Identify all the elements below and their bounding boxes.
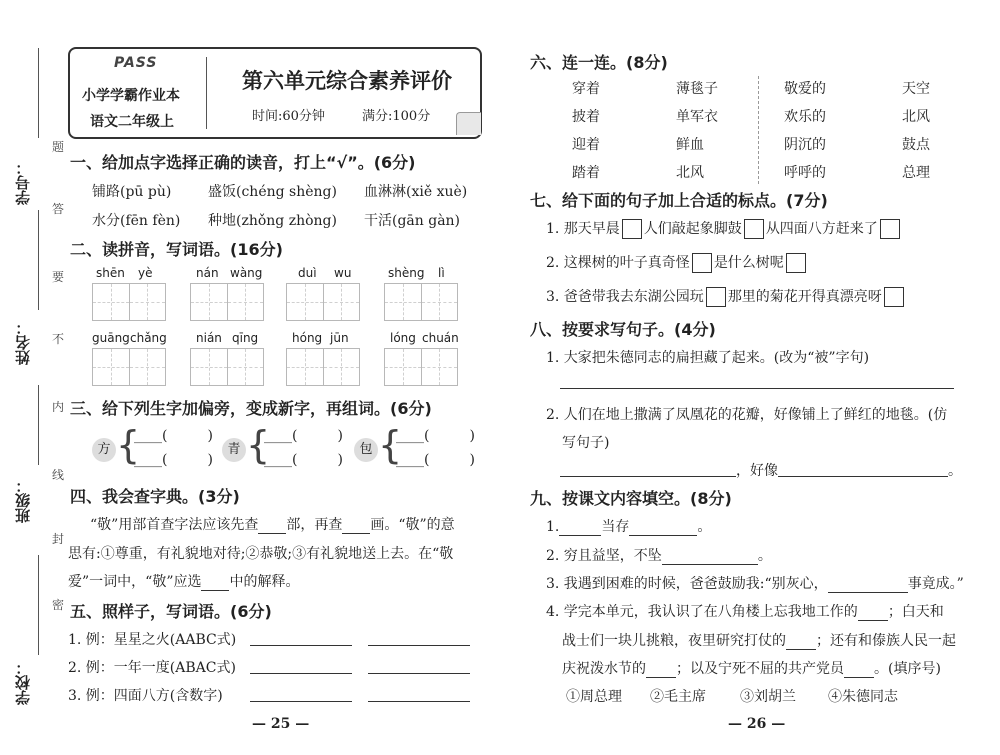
page-title: 第六单元综合素养评价 (242, 68, 452, 93)
punctuation-box[interactable] (706, 287, 726, 307)
punctuation-box[interactable] (744, 219, 764, 239)
binding-char: 答 (52, 202, 65, 216)
writing-grid[interactable] (286, 348, 360, 386)
time-limit: 时间:60分钟 (252, 109, 325, 124)
match-item[interactable]: 敬爱的 (784, 81, 826, 97)
pinyin: lì (438, 266, 445, 280)
pinyin: guāng (92, 331, 130, 345)
punctuation-sentence (546, 286, 906, 307)
section-7-title: 七、给下面的句子加上合适的标点。(7分) (530, 191, 828, 210)
text: 中的解释。 (229, 574, 300, 590)
binding-char: 线 (52, 468, 65, 482)
text: 事竟成。” (907, 576, 964, 592)
fill-question (546, 545, 772, 565)
punctuation-box[interactable] (786, 253, 806, 273)
reading-item: 干活(gān gàn) (364, 213, 461, 229)
fill-question (546, 601, 944, 621)
dictionary-line-3 (68, 571, 299, 591)
fill-question (546, 516, 711, 536)
reading-item: 水分(fēn fèn) (92, 213, 181, 229)
blank[interactable] (258, 533, 286, 534)
text: 人们敲起象脚鼓 (643, 221, 742, 237)
match-item[interactable]: 总理 (902, 165, 930, 181)
pinyin: shèng (388, 266, 425, 280)
punctuation-sentence (546, 252, 808, 273)
punctuation-box[interactable] (880, 219, 900, 239)
blank[interactable] (786, 649, 816, 650)
answer-line[interactable] (250, 701, 352, 702)
brace-icon: { (246, 423, 271, 467)
grade-label: 语文二年级上 (90, 114, 174, 130)
text: 画。“敬”的意 (370, 517, 455, 533)
binding-char: 题 (52, 140, 65, 154)
page-curl (456, 112, 481, 135)
binding-line (38, 210, 39, 310)
binding-char: 密 (52, 598, 65, 612)
fill-question-cont (562, 658, 941, 678)
blank[interactable] (646, 677, 676, 678)
writing-grid[interactable] (92, 283, 166, 321)
section-8-title: 八、按要求写句子。(4分) (530, 320, 716, 339)
rewrite-question: 2. 人们在地上撒满了凤凰花的花瓣，好像铺上了鲜红的地毯。(仿 (546, 407, 948, 423)
rewrite-question: 1. 大家把朱德同志的扁担藏了起来。(改为“被”字句) (546, 350, 870, 366)
pinyin: jūn (330, 331, 349, 345)
match-item[interactable]: 披着 (572, 109, 600, 125)
answer-line[interactable] (560, 388, 954, 389)
brand-logo: PASS (114, 55, 158, 71)
class-label: 班级： (14, 478, 32, 523)
punctuation-sentence (546, 218, 902, 239)
option: ④朱德同志 (828, 689, 898, 705)
dictionary-line-1 (90, 514, 455, 534)
match-item[interactable]: 穿着 (572, 81, 600, 97)
section-1-title: 一、给加点字选择正确的读音，打上“√”。(6分) (70, 153, 416, 172)
answer-line[interactable] (560, 476, 736, 477)
match-item[interactable]: 天空 (902, 81, 930, 97)
section-4-title: 四、我会查字典。(3分) (70, 487, 240, 506)
writing-grid[interactable] (190, 283, 264, 321)
blank[interactable] (828, 592, 908, 593)
match-item[interactable]: 阴沉的 (784, 137, 826, 153)
school-label: 学校： (14, 660, 32, 705)
blank[interactable] (662, 564, 758, 565)
text: 3. 爸爸带我去东湖公园玩 (546, 289, 704, 305)
binding-line (38, 385, 39, 465)
match-item[interactable]: 北风 (676, 165, 704, 181)
text: 2. 穷且益坚，不坠 (546, 548, 662, 564)
pattern-item: 3. 例：四面八方(含数字) (68, 688, 223, 704)
pattern-item: 1. 例：星星之火(AABC式) (68, 632, 237, 648)
header-box (68, 47, 482, 139)
blank[interactable] (858, 620, 888, 621)
divider (758, 76, 760, 184)
base-char: 青 (222, 438, 246, 462)
option: ③刘胡兰 (740, 689, 796, 705)
text: ，好像 (736, 463, 778, 479)
text: 庆祝泼水节的 (562, 661, 646, 677)
text: 。 (948, 463, 962, 479)
match-item[interactable]: 鼓点 (902, 137, 930, 153)
text: 。 (697, 519, 712, 535)
header-divider (206, 57, 207, 129)
pinyin: wu (334, 266, 352, 280)
page-number-left: — 25 — (252, 716, 310, 732)
name-label: 姓名： (14, 320, 32, 365)
text: “敬”用部首查字法应该先查 (90, 517, 259, 533)
reading-item: 种地(zhǒng zhòng) (208, 213, 337, 229)
binding-line (38, 555, 39, 655)
writing-grid[interactable] (286, 283, 360, 321)
match-item[interactable]: 踏着 (572, 165, 600, 181)
brace-icon: { (116, 423, 141, 467)
punctuation-box[interactable] (884, 287, 904, 307)
answer-line[interactable] (368, 645, 470, 646)
text: ；还有和傣族人民一起 (816, 633, 956, 649)
binding-char: 内 (52, 400, 65, 414)
blank[interactable]: ____( ) (396, 452, 475, 468)
match-item[interactable]: 呼呼的 (784, 165, 826, 181)
section-3-title: 三、给下列生字加偏旁，变成新字，再组词。(6分) (70, 399, 432, 418)
match-item[interactable]: 单军衣 (676, 109, 718, 125)
answer-line[interactable] (250, 645, 352, 646)
option: ①周总理 (566, 689, 622, 705)
pinyin: wàng (230, 266, 263, 280)
binding-line (38, 48, 39, 138)
binding-char: 要 (52, 270, 65, 284)
answer-line[interactable] (250, 673, 352, 674)
dictionary-line-2: 思有:①尊重，有礼貌地对待;②恭敬;③有礼貌地送上去。在“敬 (68, 546, 454, 562)
text: 是什么树呢 (713, 255, 784, 271)
pinyin: yè (138, 266, 153, 280)
pinyin: qīng (232, 331, 259, 345)
section-6-title: 六、连一连。(8分) (530, 53, 668, 72)
reading-item: 盛饭(chéng shèng) (208, 184, 337, 200)
match-item[interactable]: 薄毯子 (676, 81, 718, 97)
pinyin: chǎng (130, 331, 167, 345)
text: 4. 学完本单元，我认识了在八角楼上忘我地工作的 (546, 604, 858, 620)
full-score: 满分:100分 (362, 109, 431, 124)
base-char: 方 (92, 438, 116, 462)
rewrite-question-cont: 写句子) (562, 435, 610, 451)
base-char: 包 (354, 438, 378, 462)
blank[interactable]: ____( ) (134, 452, 213, 468)
text: ；白天和 (887, 604, 944, 620)
match-item[interactable]: 欢乐的 (784, 109, 826, 125)
pattern-item: 2. 例：一年一度(ABAC式) (68, 660, 236, 676)
pinyin: duì (298, 266, 317, 280)
blank[interactable]: ____( ) (134, 428, 213, 444)
text: 当存 (601, 519, 630, 535)
answer-line[interactable] (368, 701, 470, 702)
punctuation-box[interactable] (692, 253, 712, 273)
pinyin: nán (196, 266, 219, 280)
text: ；以及宁死不屈的共产党员 (676, 661, 844, 677)
answer-line[interactable] (368, 673, 470, 674)
match-item[interactable]: 迎着 (572, 137, 600, 153)
writing-grid[interactable] (384, 283, 458, 321)
writing-grid[interactable] (190, 348, 264, 386)
writing-grid[interactable] (384, 348, 458, 386)
section-5-title: 五、照样子，写词语。(6分) (70, 602, 272, 621)
blank[interactable] (342, 533, 370, 534)
text: 那里的菊花开得真漂亮呀 (727, 289, 882, 305)
pinyin: lóng (390, 331, 416, 345)
text: 。 (757, 548, 772, 564)
section-9-title: 九、按课文内容填空。(8分) (530, 489, 732, 508)
student-id-label: 学号： (14, 160, 32, 205)
reading-item: 血淋淋(xiě xuè) (364, 184, 468, 200)
fill-question (546, 573, 964, 593)
punctuation-box[interactable] (622, 219, 642, 239)
writing-grid[interactable] (92, 348, 166, 386)
match-item[interactable]: 北风 (902, 109, 930, 125)
text: 。(填序号) (874, 661, 941, 677)
section-2-title: 二、读拼音，写词语。(16分) (70, 240, 283, 259)
match-item[interactable]: 鲜血 (676, 137, 704, 153)
text: 战士们一块儿挑粮，夜里研究打仗的 (562, 633, 786, 649)
option: ②毛主席 (650, 689, 706, 705)
blank[interactable]: ____( ) (396, 428, 475, 444)
text: 部，再查 (286, 517, 343, 533)
fill-question-cont (562, 630, 956, 650)
pinyin: shēn (96, 266, 125, 280)
pinyin: hóng (292, 331, 323, 345)
text: 1. (546, 519, 560, 535)
pinyin: nián (196, 331, 222, 345)
blank[interactable] (559, 535, 601, 536)
text: 爱”一词中，“敬”应选 (68, 574, 202, 590)
text: 3. 我遇到困难的时候，爸爸鼓励我:“别灰心， (546, 576, 828, 592)
answer-line[interactable] (778, 476, 948, 477)
blank[interactable] (201, 590, 229, 591)
text: 2. 这棵树的叶子真奇怪 (546, 255, 690, 271)
page-number-right: — 26 — (728, 716, 786, 732)
blank[interactable] (629, 535, 697, 536)
binding-char: 封 (52, 532, 65, 546)
blank[interactable]: ____( ) (264, 428, 343, 444)
reading-item: 铺路(pū pù) (92, 184, 172, 200)
blank[interactable] (844, 677, 874, 678)
brace-icon: { (378, 423, 403, 467)
pinyin: chuán (422, 331, 459, 345)
blank[interactable]: ____( ) (264, 452, 343, 468)
text: 从四面八方赶来了 (765, 221, 878, 237)
series-name: 小学学霸作业本 (82, 88, 180, 104)
text: 1. 那天早晨 (546, 221, 620, 237)
binding-char: 不 (52, 332, 65, 346)
